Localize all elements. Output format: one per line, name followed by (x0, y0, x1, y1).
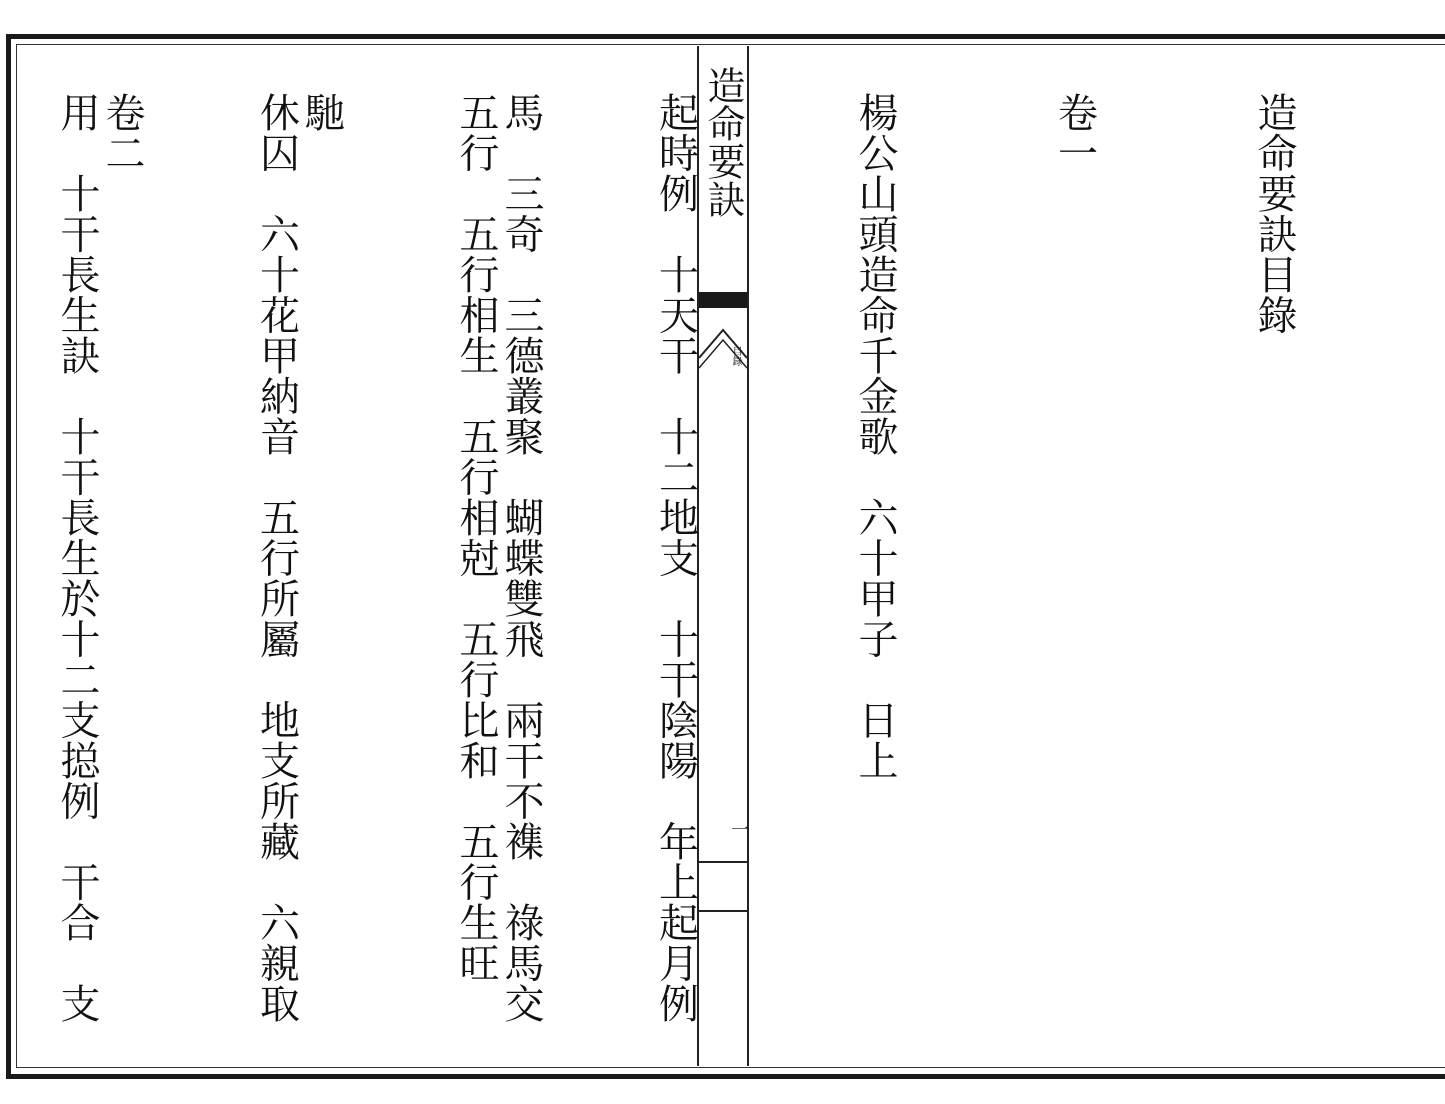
left-col-1: 馬 三奇 三德叢聚 蝴蝶雙飛 兩干不襍 祿馬交 (498, 92, 544, 1024)
right-col-3: 楊公山頭造命千金歌 六十甲子 日上 (852, 92, 898, 781)
left-page-text (32, 92, 687, 1052)
spine-title: 造命要訣 (701, 66, 745, 218)
right-col-2: 卷一 (1051, 92, 1098, 173)
right-col-1: 造命要訣目錄 (1251, 92, 1297, 335)
left-col-2: 馳 (298, 92, 345, 133)
right-col-5: 五行 五行相生 五行相尅 五行比和 五行生旺 (453, 92, 499, 983)
spine-section-label: 目錄 (730, 346, 741, 366)
right-col-7: 用 十干長生訣 十干長生於十二支搃例 干合 支 (54, 92, 100, 1024)
right-col-4: 起時例 十天干 十二地支 十干陰陽 年上起月例 (652, 92, 699, 1024)
spine-leaf-number: 一 (731, 820, 749, 841)
right-col-6: 休囚 六十花甲納音 五行所屬 地支所藏 六親取 (253, 92, 300, 1024)
left-col-3: 卷二 (99, 92, 145, 173)
